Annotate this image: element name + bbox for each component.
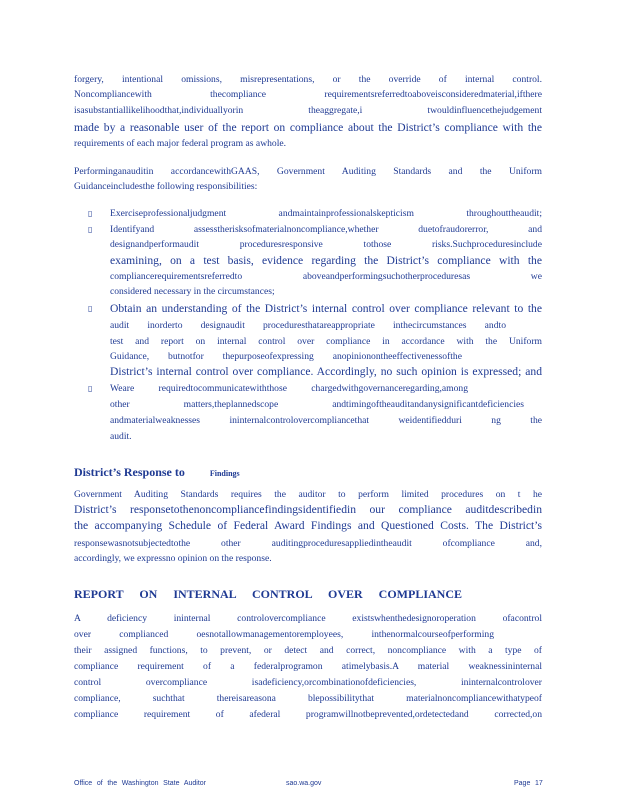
list-item-line: Weare requiredtocommunicatewiththose chargedwithgovernanceregarding,among: [110, 383, 468, 394]
paragraph-line: forgery, intentional omissions, misrepresentations, or the override of internal control.: [74, 74, 542, 85]
paragraph-line: over complianced oesnotallowmanagementoremployees, inthenormalcourseofperforming: [74, 629, 494, 640]
paragraph-line: compliance requirement of afederal programwillnotbeprevented,ordetectedand corrected,on: [74, 709, 542, 720]
bullet-icon: ▯: [88, 209, 93, 218]
list-item-line: District’s internal control over compliance. Accordingly, no such opinion is expressed; and: [110, 365, 542, 378]
footer-site: sao.wa.gov: [286, 780, 322, 787]
list-item-line: Identifyand assesstherisksofmaterialnoncompliance,whether duetofraudorerror, and: [110, 224, 542, 235]
list-item-line: designandperformaudit proceduresresponsive tothose risks.Suchproceduresinclude: [110, 239, 542, 250]
list-item-line: audit.: [110, 431, 132, 442]
bullet-icon: ▯: [88, 384, 93, 393]
paragraph-line: the accompanying Schedule of Federal Award Findings and Questioned Costs. The District’s: [74, 519, 542, 532]
paragraph-line: control overcompliance isadeficiency,orcombinationofdeficiencies, ininternalcontrolover: [74, 677, 542, 688]
paragraph-line: Government Auditing Standards requires the auditor to perform limited procedures on t he: [74, 489, 542, 500]
paragraph-line: Performinganauditin accordancewithGAAS, Government Auditing Standards and the Uniform: [74, 166, 542, 177]
heading-text: Findings: [209, 469, 240, 478]
paragraph-line: Noncompliancewith thecompliance requirementsreferredtoaboveisconsideredmaterial,ifthere: [74, 89, 542, 100]
paragraph-line: responsewasnotsubjectedtothe other auditingproceduresappliedintheaudit ofcompliance and,: [74, 538, 542, 549]
list-item-line: examining, on a test basis, evidence regarding the District’s compliance with the: [110, 254, 542, 267]
bullet-icon: ▯: [88, 225, 93, 234]
paragraph-line: isasubstantiallikelihoodthat,individuallyorin theaggregate,i twouldinfluencethejudgement: [74, 105, 542, 116]
footer-office: Office of the Washington State Auditor: [74, 780, 206, 787]
list-item-line: compliancerequirementsreferredto aboveandperformingsuchotherproceduresas we: [110, 271, 542, 282]
list-item-line: audit inorderto designaudit proceduresthatareappropriate inthecircumstances andto: [110, 320, 506, 331]
list-item-line: Exerciseprofessionaljudgment andmaintainprofessionalskepticism throughouttheaudit;: [110, 208, 542, 219]
footer-page-number: 17: [535, 780, 543, 787]
paragraph-line: Guidanceincludesthe following responsibilities:: [74, 181, 258, 192]
paragraph-line: compliance requirement of a federalprogramon atimelybasis.A material weaknessininternal: [74, 661, 542, 672]
paragraph-line: their assigned functions, to prevent, or detect and correct, noncompliance with a type of: [74, 645, 542, 656]
paragraph-line: accordingly, we expressno opinion on the response.: [74, 553, 272, 564]
paragraph-line: District’s responsetothenoncompliancefindingsidentifiedin our compliance auditdescribedin: [74, 503, 542, 516]
paragraph-line: made by a reasonable user of the report on compliance about the District’s compliance with the: [74, 121, 542, 134]
paragraph-line: requirements of each major federal program as awhole.: [74, 138, 287, 149]
list-item-line: andmaterialweaknesses ininternalcontrolovercompliancethat weidentifiedduri ng the: [110, 415, 542, 426]
paragraph-line: A deficiency ininternal controlovercompliance existswhenthedesignoroperation ofacontrol: [74, 613, 542, 624]
list-item-line: considered necessary in the circumstances;: [110, 286, 275, 297]
section-heading: [74, 465, 240, 480]
heading-text: District’s Response to: [74, 465, 185, 479]
footer-page-label: Page: [514, 780, 531, 787]
bullet-icon: ▯: [88, 304, 93, 313]
paragraph-line: compliance, suchthat thereisareasona blepossibilitythat materialnoncompliancewithatypeof: [74, 693, 542, 704]
list-item-line: other matters,theplannedscope andtimingoftheauditandanysignificantdeficiencies: [110, 399, 524, 410]
list-item-line: Obtain an understanding of the District’s internal control over compliance relevant to the: [110, 302, 542, 315]
list-item-line: Guidance, butnotfor thepurposeofexpressing anopinionontheeffectivenessofthe: [110, 351, 462, 362]
list-item-line: test and report on internal control over compliance in accordance with the Uniform: [110, 336, 542, 347]
section-heading: REPORT ON INTERNAL CONTROL OVER COMPLIANCE: [74, 587, 462, 601]
